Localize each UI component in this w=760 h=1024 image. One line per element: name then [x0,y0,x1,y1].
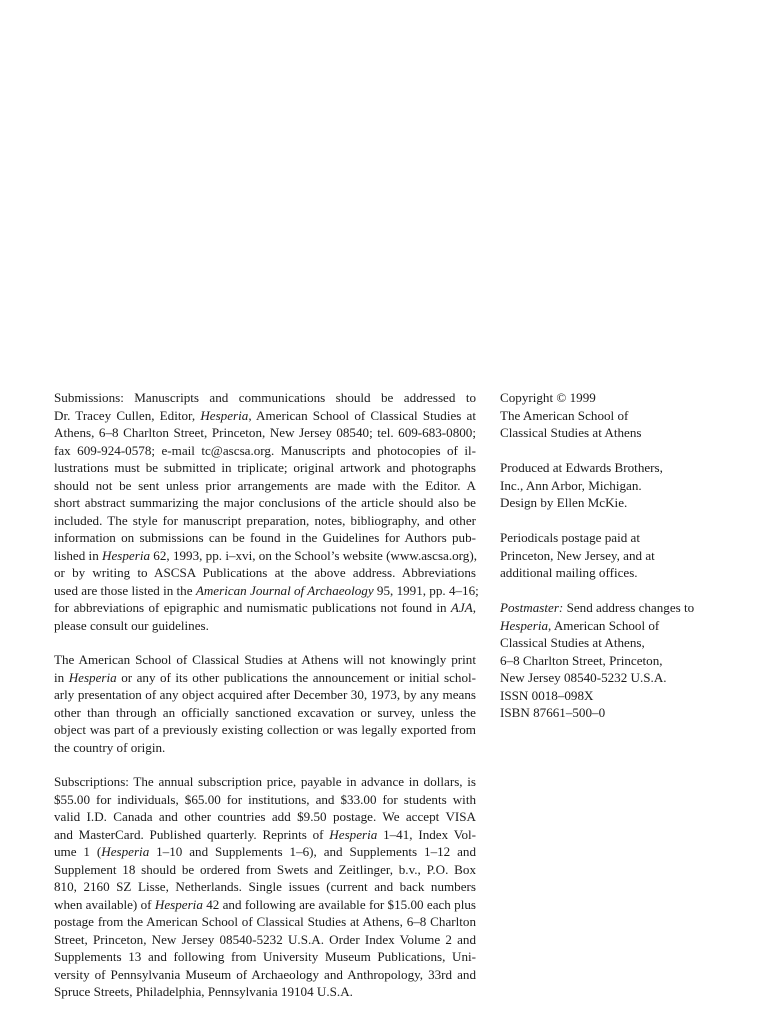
text-line [54,407,476,425]
text-line [54,808,476,826]
text-line [54,966,476,984]
text-run: 1–41, Index Vol- [377,826,477,842]
text-run: 42 and following are available for $15.00 each plus [202,896,477,912]
text-line [54,669,476,687]
text-run: and MasterCard. Published quarterly. Reprints of [54,826,330,842]
text-run: object was part of a previously existing collection or was legally exported from [54,722,476,737]
subscriptions-paragraph [54,773,476,1001]
text-run: Hesperia [154,896,203,912]
text-run: for abbreviations of epigraphic and numismatic publications not found in [54,600,451,615]
postage-block [500,529,710,582]
text-run: Athens, 6–8 Charlton Street, Princeton, New Jersey 08540; tel. 609-683-0800; [54,425,476,440]
text-run: Design by Ellen McKie. [500,495,628,510]
text-run: versity of Pennsylvania Museum of Archaeology and Anthropology, 33rd and [54,966,476,982]
text-run: Classical Studies at Athens, [500,635,645,650]
acquisition-policy-paragraph [54,651,476,756]
text-line [54,582,479,600]
copyright-block [500,389,710,442]
text-run: postage from the American School of Classical Studies at Athens, 6–8 Charlton [54,914,476,929]
text-run: The American School of Classical Studies at Athens will not knowingly print [54,652,476,667]
text-run: or any of its other publications the announcement or initial schol- [116,669,476,685]
text-run: other than through an officially sanctioned excavation or survey, unless the [54,704,476,720]
text-run: Street, Princeton, New Jersey 08540-5232 U.S.A. Order Index Volume 2 and [54,931,476,947]
text-run: ume 1 ( [54,844,102,859]
text-run: Dr. Tracey Cullen, Editor, [54,407,201,423]
text-run: Supplements 13 and following from University Museum Publications, Uni- [54,949,476,964]
text-run: , American School of Classical Studies at [248,407,476,423]
text-run: 1–10 and Supplements 1–6), and Supplements 1–12 and [149,844,477,859]
text-line [54,442,476,460]
text-line [54,564,476,582]
text-line [54,861,476,879]
text-line [54,948,476,966]
text-run: should not be sent unless prior arrangements are made with the Editor. A [54,477,476,493]
text-line [500,669,710,687]
text-run: $55.00 for individuals, $65.00 for institutions, and $33.00 for students with [54,791,476,807]
text-run: 62, 1993, pp. i–xvi, on the School’s website (www.ascsa.org), [150,547,477,563]
text-line [54,424,476,442]
text-line [54,983,476,1001]
text-run: included. The style for manuscript preparation, notes, bibliography, and other [54,512,476,528]
text-run: lustrations must be submitted in triplicate; original artwork and photographs [54,460,476,475]
text-run: Periodicals postage paid at [500,530,640,545]
text-line [500,459,710,477]
text-run: or by writing to ASCSA Publications at the above address. Abbreviations [54,565,476,580]
text-run: ISSN 0018–098X [500,687,594,703]
text-line [500,634,710,652]
text-line [54,773,476,791]
text-run: Classical Studies at Athens [500,425,642,440]
text-line [54,791,476,809]
text-line [54,477,476,495]
text-line [54,704,476,722]
text-run: New Jersey 08540-5232 U.S.A. [500,670,667,685]
text-run: information on submissions can be found in the Guidelines for Authors pub- [54,530,476,545]
text-run: Hesperia [101,844,150,859]
text-line [500,477,710,495]
text-line [54,599,476,617]
text-line [500,389,710,407]
text-run: Hesperia [200,407,249,423]
text-line [54,512,476,530]
text-line [500,407,710,425]
text-run: Hesperia [329,826,378,842]
text-line [54,843,476,861]
text-run: lished in [54,547,103,563]
submissions-paragraph [54,389,479,634]
text-run: AJA [450,600,473,615]
text-line [54,739,476,757]
text-line [500,687,710,705]
text-run: the country of origin. [54,739,166,755]
text-run: 810, 2160 SZ Lisse, Netherlands. Single issues (current and back numbers [54,879,476,894]
text-line [500,599,710,617]
text-run: arly presentation of any object acquired after December 30, 1973, by any means [54,687,476,702]
postmaster-block [500,599,710,722]
text-run: , [472,600,476,615]
text-run: please consult our guidelines. [54,617,209,633]
text-run: The American School of [500,407,629,423]
text-run: used are those listed in the [54,582,196,598]
text-run: in [54,669,69,685]
text-line [500,564,710,582]
text-line [500,424,710,442]
text-line [54,913,476,931]
main-text-column [54,389,479,1018]
text-line [54,494,476,512]
colophon-column [500,389,710,739]
text-run: , American School of [548,617,660,633]
text-run: Supplement 18 should be ordered from Swets and Zeitlinger, b.v., P.O. Box [54,861,476,877]
text-line [54,931,476,949]
text-line [54,529,476,547]
text-run: Postmaster: [500,600,564,615]
text-run: Princeton, New Jersey, and at [500,547,655,563]
text-line [500,529,710,547]
text-run: Submissions: Manuscripts and communications should be addressed to [54,390,476,405]
text-run: ISBN 87661–500–0 [500,705,606,720]
production-block [500,459,710,512]
text-line [500,547,710,565]
text-run: fax 609-924-0578; e-mail tc@ascsa.org. Manuscripts and photocopies of il- [54,442,476,458]
text-run: Hesperia [102,547,151,563]
text-run: Inc., Ann Arbor, Michigan. [500,477,642,493]
text-line [54,896,476,914]
text-run: Send address changes to [563,600,695,615]
text-run: Copyright © 1999 [500,390,596,405]
text-line [54,878,476,896]
text-run: Spruce Streets, Philadelphia, Pennsylvania 19104 U.S.A. [54,984,353,999]
text-run: valid I.D. Canada and other countries add $9.50 postage. We accept VISA [54,809,476,824]
text-line [54,617,476,635]
text-run: 95, 1991, pp. 4–16; [373,582,479,598]
text-line [500,704,710,722]
text-run: Produced at Edwards Brothers, [500,460,663,475]
text-line [54,721,476,739]
text-line [500,652,710,670]
text-line [54,826,476,844]
text-line [54,686,476,704]
text-line [500,617,710,635]
text-run: when available) of [54,896,155,912]
text-run: short abstract summarizing the major conclusions of the article should also be [54,495,476,510]
text-line [54,651,476,669]
text-run: 6–8 Charlton Street, Princeton, [500,652,663,668]
text-line [54,547,476,565]
text-line [54,389,476,407]
text-line [54,459,476,477]
text-line [500,494,710,512]
text-run: Hesperia [68,669,117,685]
text-run: Hesperia [500,617,549,633]
text-run: Subscriptions: The annual subscription price, payable in advance in dollars, is [54,774,476,789]
text-run: additional mailing offices. [500,565,638,580]
text-run: American Journal of Archaeology [195,582,374,598]
